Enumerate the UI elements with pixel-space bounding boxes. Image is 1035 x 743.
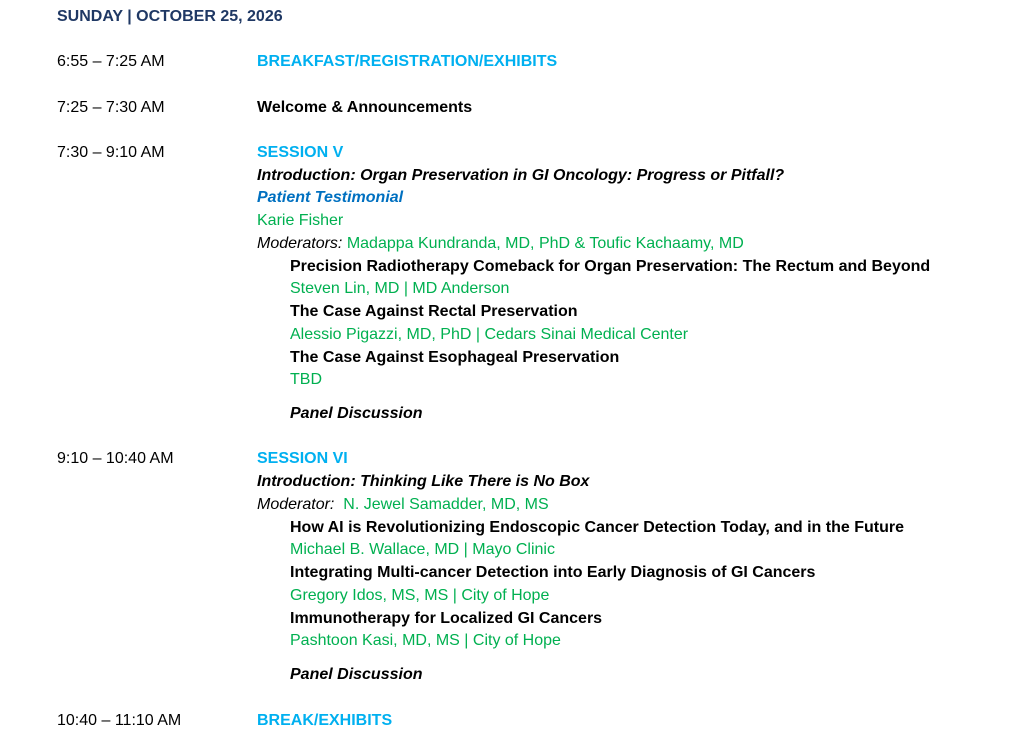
talk-title: The Case Against Esophageal Preservation <box>290 349 620 366</box>
patient-testimonial-label: Patient Testimonial <box>257 189 404 206</box>
talk-title: How AI is Revolutionizing Endoscopic Cancer Detection Today, and in the Future <box>290 519 904 536</box>
talk-title: Precision Radiotherapy Comeback for Organ Preservation: The Rectum and Beyond <box>290 258 931 275</box>
moderators-label: Moderators: <box>257 235 343 252</box>
session-5-time: 7:30 – 9:10 AM <box>57 144 165 161</box>
talk-speaker: Steven Lin, MD | MD Anderson <box>290 280 510 297</box>
session-5-title: SESSION V <box>257 144 344 161</box>
talk-speaker: Gregory Idos, MS, MS | City of Hope <box>290 587 550 604</box>
session-5-introduction: Introduction: Organ Preservation in GI Oncology: Progress or Pitfall? <box>257 167 785 184</box>
breakfast-title: BREAKFAST/REGISTRATION/EXHIBITS <box>257 53 558 70</box>
panel-discussion: Panel Discussion <box>290 405 423 422</box>
talk-title: Immunotherapy for Localized GI Cancers <box>290 610 603 627</box>
moderators-names: Madappa Kundranda, MD, PhD & Toufic Kachaamy, MD <box>346 235 744 252</box>
day-heading: SUNDAY | OCTOBER 25, 2026 <box>57 8 283 25</box>
breakfast-time: 6:55 – 7:25 AM <box>57 53 165 70</box>
break-time: 10:40 – 11:10 AM <box>57 712 182 729</box>
session-6-title: SESSION VI <box>257 450 348 467</box>
welcome-time: 7:25 – 7:30 AM <box>57 99 165 116</box>
session-6-introduction: Introduction: Thinking Like There is No Box <box>257 473 590 490</box>
talk-title: The Case Against Rectal Preservation <box>290 303 578 320</box>
session-6-time: 9:10 – 10:40 AM <box>57 450 174 467</box>
break-title: BREAK/EXHIBITS <box>257 712 393 729</box>
talk-speaker: Pashtoon Kasi, MD, MS | City of Hope <box>290 632 561 649</box>
talk-speaker: TBD <box>290 371 322 388</box>
talk-title: Integrating Multi-cancer Detection into Early Diagnosis of GI Cancers <box>290 564 816 581</box>
panel-discussion: Panel Discussion <box>290 666 423 683</box>
moderators-names: N. Jewel Samadder, MD, MS <box>343 496 549 513</box>
session-5-moderators-row <box>257 234 744 254</box>
session-6-moderators-row <box>257 495 549 515</box>
testimonial-speaker: Karie Fisher <box>257 212 344 229</box>
welcome-title: Welcome & Announcements <box>257 99 473 116</box>
talk-speaker: Alessio Pigazzi, MD, PhD | Cedars Sinai Medical Center <box>290 326 689 343</box>
talk-speaker: Michael B. Wallace, MD | Mayo Clinic <box>290 541 555 558</box>
moderators-label: Moderator: <box>257 496 335 513</box>
